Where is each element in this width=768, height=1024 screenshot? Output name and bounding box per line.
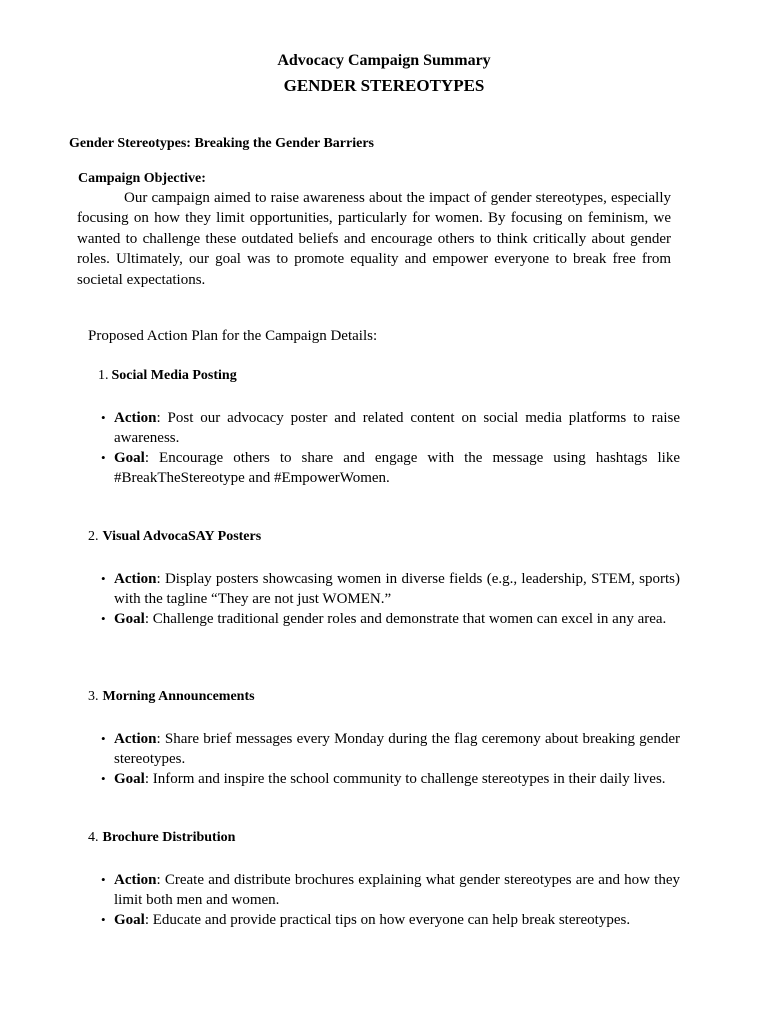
goal-item xyxy=(101,910,680,930)
section-number: 2. xyxy=(88,529,99,544)
action-item xyxy=(101,408,680,448)
goal-text: : Encourage others to share and engage with the message using hashtags like #BreakTheStereotype and #EmpowerWomen. xyxy=(114,450,680,486)
goal-label: Goal xyxy=(114,912,145,928)
action-item xyxy=(101,870,680,910)
action-label: Action xyxy=(114,872,157,888)
goal-item xyxy=(101,448,680,488)
goal-text: : Inform and inspire the school community to challenge stereotypes in their daily lives. xyxy=(144,771,666,787)
action-item xyxy=(101,569,680,609)
bullet-icon: • xyxy=(101,912,106,927)
section-bullets xyxy=(101,408,680,488)
action-text: : Share brief messages every Monday during the flag ceremony about breaking gender stereotypes. xyxy=(114,731,680,767)
goal-label: Goal xyxy=(114,771,145,787)
goal-item xyxy=(101,609,680,629)
section-heading xyxy=(88,368,688,384)
action-text: : Create and distribute brochures explaining what gender stereotypes are and how they limit both men and women. xyxy=(114,872,680,908)
section-bullets xyxy=(101,729,680,789)
bullet-icon: • xyxy=(101,771,106,786)
action-label: Action xyxy=(114,571,157,587)
section-heading xyxy=(88,830,688,846)
plan-section-1 xyxy=(88,368,688,486)
bullet-icon: • xyxy=(101,571,106,586)
campaign-title: Gender Stereotypes: Breaking the Gender Barriers xyxy=(69,136,374,151)
goal-item xyxy=(101,769,680,789)
section-number: 1. xyxy=(98,368,109,383)
section-number: 4. xyxy=(88,830,99,845)
section-name: Social Media Posting xyxy=(111,368,237,383)
plan-section-4 xyxy=(88,830,688,928)
document-subtitle: GENDER STEREOTYPES xyxy=(283,76,485,95)
section-name: Visual AdvocaSAY Posters xyxy=(102,529,262,544)
action-label: Action xyxy=(114,410,157,426)
bullet-icon: • xyxy=(101,450,106,465)
action-label: Action xyxy=(114,731,157,747)
bullet-icon: • xyxy=(101,731,106,746)
objective-paragraph: Our campaign aimed to raise awareness about the impact of gender stereotypes, especially focusing on how they limit opportunities, particularly for women. By focusing on feminism, we wanted to challenge these outdated beliefs and encourage others to think critically about gender roles. Ultimately, our goal was to promote equality and empower everyone to break free from societal expectations. xyxy=(77,190,671,288)
objective-label: Campaign Objective: xyxy=(78,171,206,186)
bullet-icon: • xyxy=(101,611,106,626)
bullet-icon: • xyxy=(101,410,106,425)
section-bullets xyxy=(101,870,680,930)
section-bullets xyxy=(101,569,680,629)
action-text: : Post our advocacy poster and related content on social media platforms to raise awareness. xyxy=(114,410,680,446)
document-title: Advocacy Campaign Summary xyxy=(277,52,491,69)
plan-intro: Proposed Action Plan for the Campaign Details: xyxy=(88,328,378,344)
plan-section-2 xyxy=(88,529,688,627)
action-item xyxy=(101,729,680,769)
section-name: Morning Announcements xyxy=(102,689,255,704)
goal-text: : Educate and provide practical tips on how everyone can help break stereotypes. xyxy=(144,912,631,928)
goal-label: Goal xyxy=(114,450,145,466)
section-heading xyxy=(88,689,688,705)
goal-label: Goal xyxy=(114,611,145,627)
section-name: Brochure Distribution xyxy=(102,830,236,845)
section-heading xyxy=(88,529,688,545)
goal-text: : Challenge traditional gender roles and demonstrate that women can excel in any area. xyxy=(144,611,667,627)
plan-section-3 xyxy=(88,689,688,787)
section-number: 3. xyxy=(88,689,99,704)
action-text: : Display posters showcasing women in diverse fields (e.g., leadership, STEM, sports) with the tagline “They are not just WOMEN.” xyxy=(114,571,680,607)
bullet-icon: • xyxy=(101,872,106,887)
